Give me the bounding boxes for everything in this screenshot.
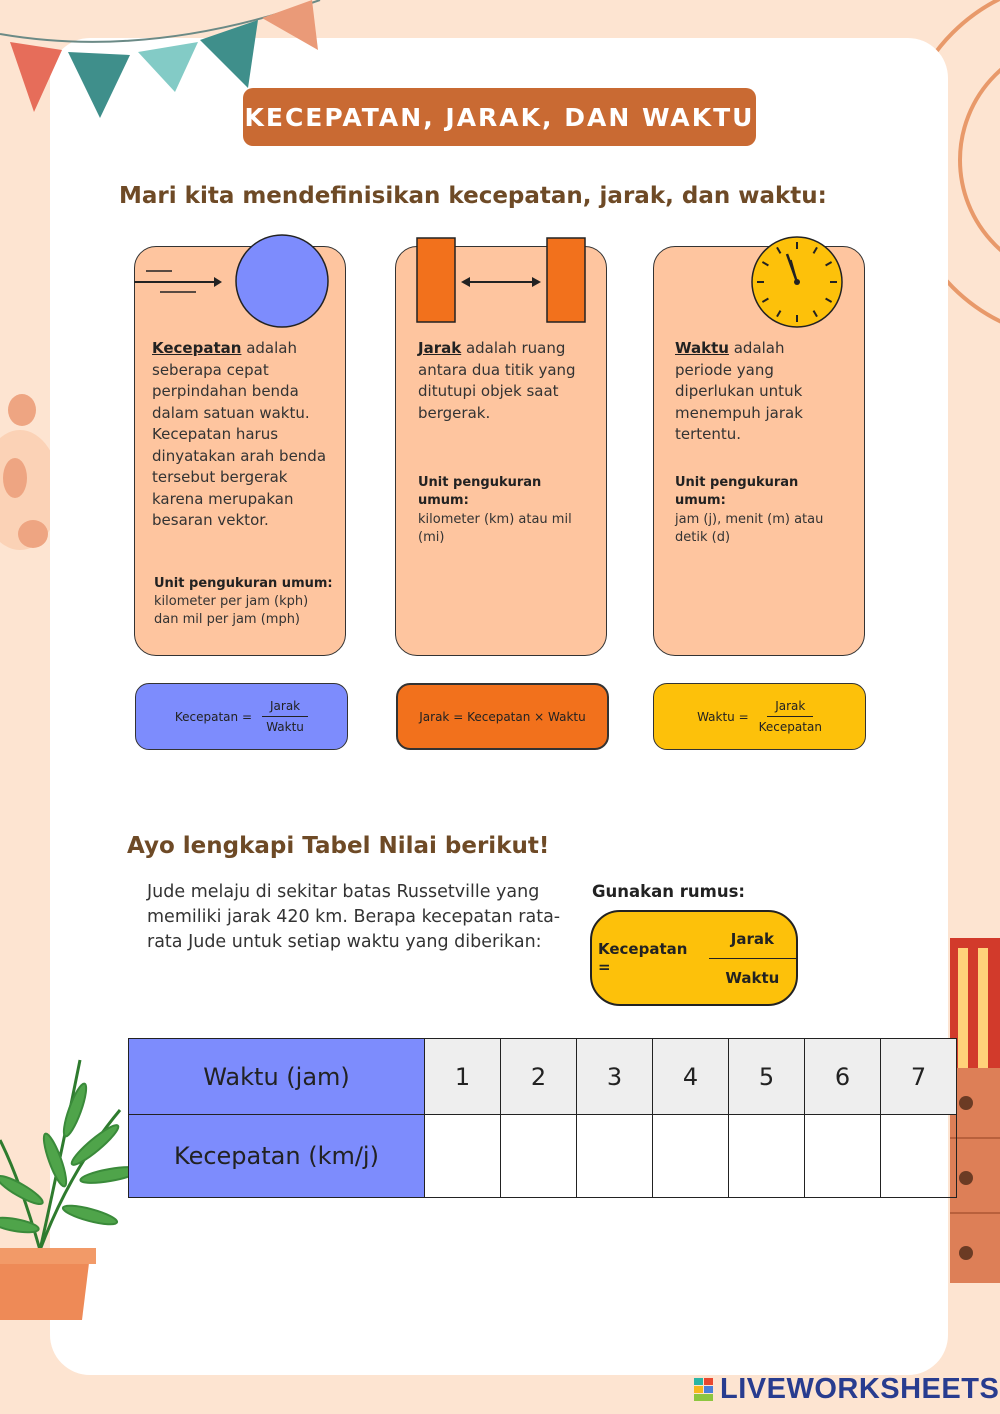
speed-answer-cell bbox=[881, 1115, 957, 1198]
liveworksheets-brand[interactable]: LIVEWORKSHEETS bbox=[720, 1373, 1000, 1405]
main-formula-numerator: Jarak bbox=[709, 930, 796, 959]
time-cell: 2 bbox=[501, 1039, 577, 1115]
speed-description: adalah seberapa cepat perpindahan benda dalam satuan waktu. Kecepatan harus dinyatakan arah benda tersebut bergerak karena merupakan besaran vektor. bbox=[152, 339, 327, 529]
distance-formula-text: Jarak = Kecepatan × Waktu bbox=[419, 709, 586, 724]
speeding-ball-icon bbox=[132, 233, 332, 333]
time-definition bbox=[675, 338, 835, 446]
liveworksheets-logo-icon bbox=[694, 1378, 714, 1402]
values-table bbox=[128, 1038, 957, 1198]
time-cell: 3 bbox=[577, 1039, 653, 1115]
speed-unit-label: Unit pengukuran umum: bbox=[154, 576, 333, 591]
speed-definition bbox=[152, 338, 334, 532]
speed-term: Kecepatan bbox=[152, 339, 242, 357]
speed-formula-denominator: Waktu bbox=[266, 720, 304, 734]
speed-answer-input-1[interactable] bbox=[425, 1115, 500, 1197]
time-description: adalah periode yang diperlukan untuk menempuh jarak tertentu. bbox=[675, 339, 803, 443]
use-formula-label: Gunakan rumus: bbox=[592, 882, 746, 901]
distance-formula-box bbox=[396, 683, 609, 750]
time-formula-box bbox=[653, 683, 866, 750]
time-formula-lhs: Waktu = bbox=[697, 709, 749, 724]
intro-heading: Mari kita mendefinisikan kecepatan, jarak, dan waktu: bbox=[119, 183, 827, 209]
speed-answer-input-7[interactable] bbox=[881, 1115, 956, 1197]
time-cell: 4 bbox=[653, 1039, 729, 1115]
main-formula-denominator: Waktu bbox=[725, 968, 780, 987]
speed-answer-input-4[interactable] bbox=[653, 1115, 728, 1197]
time-row bbox=[129, 1039, 957, 1115]
speed-formula-box bbox=[135, 683, 348, 750]
speed-row bbox=[129, 1115, 957, 1198]
speed-answer-cell bbox=[425, 1115, 501, 1198]
time-formula-denominator: Kecepatan bbox=[758, 720, 822, 734]
time-cell: 1 bbox=[425, 1039, 501, 1115]
main-formula-fraction bbox=[709, 930, 796, 987]
speed-answer-input-6[interactable] bbox=[805, 1115, 880, 1197]
main-formula-lhs: Kecepatan = bbox=[598, 940, 688, 976]
clock-icon bbox=[749, 234, 845, 330]
distance-description: adalah ruang antara dua titik yang ditutupi objek saat bergerak. bbox=[418, 339, 576, 422]
speed-answer-cell bbox=[805, 1115, 881, 1198]
speed-answer-input-5[interactable] bbox=[729, 1115, 804, 1197]
time-unit-label: Unit pengukuran umum: bbox=[675, 475, 799, 508]
speed-answer-cell bbox=[729, 1115, 805, 1198]
speed-formula-lhs: Kecepatan = bbox=[174, 709, 252, 724]
time-row-header: Waktu (jam) bbox=[129, 1039, 425, 1115]
speed-formula-numerator: Jarak bbox=[262, 699, 308, 717]
exercise-heading: Ayo lengkapi Tabel Nilai berikut! bbox=[127, 833, 550, 859]
deco-left-dot-1 bbox=[8, 394, 36, 426]
speed-formula-fraction bbox=[262, 699, 308, 734]
main-formula-box bbox=[590, 910, 798, 1006]
time-cell: 5 bbox=[729, 1039, 805, 1115]
time-formula-numerator: Jarak bbox=[767, 699, 813, 717]
speed-answer-cell bbox=[501, 1115, 577, 1198]
deco-left-dot-2 bbox=[3, 458, 27, 498]
time-cell: 7 bbox=[881, 1039, 957, 1115]
time-cell: 6 bbox=[805, 1039, 881, 1115]
deco-left-dot-3 bbox=[18, 520, 48, 548]
problem-text: Jude melaju di sekitar batas Russetville yang memiliki jarak 420 km. Berapa kecepatan rata-rata Jude untuk setiap waktu yang diberikan: bbox=[147, 882, 561, 952]
distance-term: Jarak bbox=[418, 339, 462, 357]
speed-answer-input-2[interactable] bbox=[501, 1115, 576, 1197]
time-formula-fraction bbox=[759, 699, 822, 734]
speed-answer-cell bbox=[577, 1115, 653, 1198]
potted-plant-icon bbox=[0, 1050, 140, 1325]
speed-row-header: Kecepatan (km/j) bbox=[129, 1115, 425, 1198]
time-unit-value: jam (j), menit (m) atau detik (d) bbox=[675, 512, 824, 545]
distance-unit-value: kilometer (km) atau mil (mi) bbox=[418, 512, 572, 545]
time-term: Waktu bbox=[675, 339, 729, 357]
distance-definition bbox=[418, 338, 590, 424]
distance-arrow-icon bbox=[415, 236, 590, 326]
deco-inner-ring bbox=[960, 40, 1000, 280]
speed-unit-value: kilometer per jam (kph) dan mil per jam (mph) bbox=[154, 594, 309, 627]
page-title: KECEPATAN, JARAK, DAN WAKTU bbox=[243, 88, 756, 146]
speed-answer-input-3[interactable] bbox=[577, 1115, 652, 1197]
speed-answer-cell bbox=[653, 1115, 729, 1198]
distance-unit-label: Unit pengukuran umum: bbox=[418, 475, 542, 508]
